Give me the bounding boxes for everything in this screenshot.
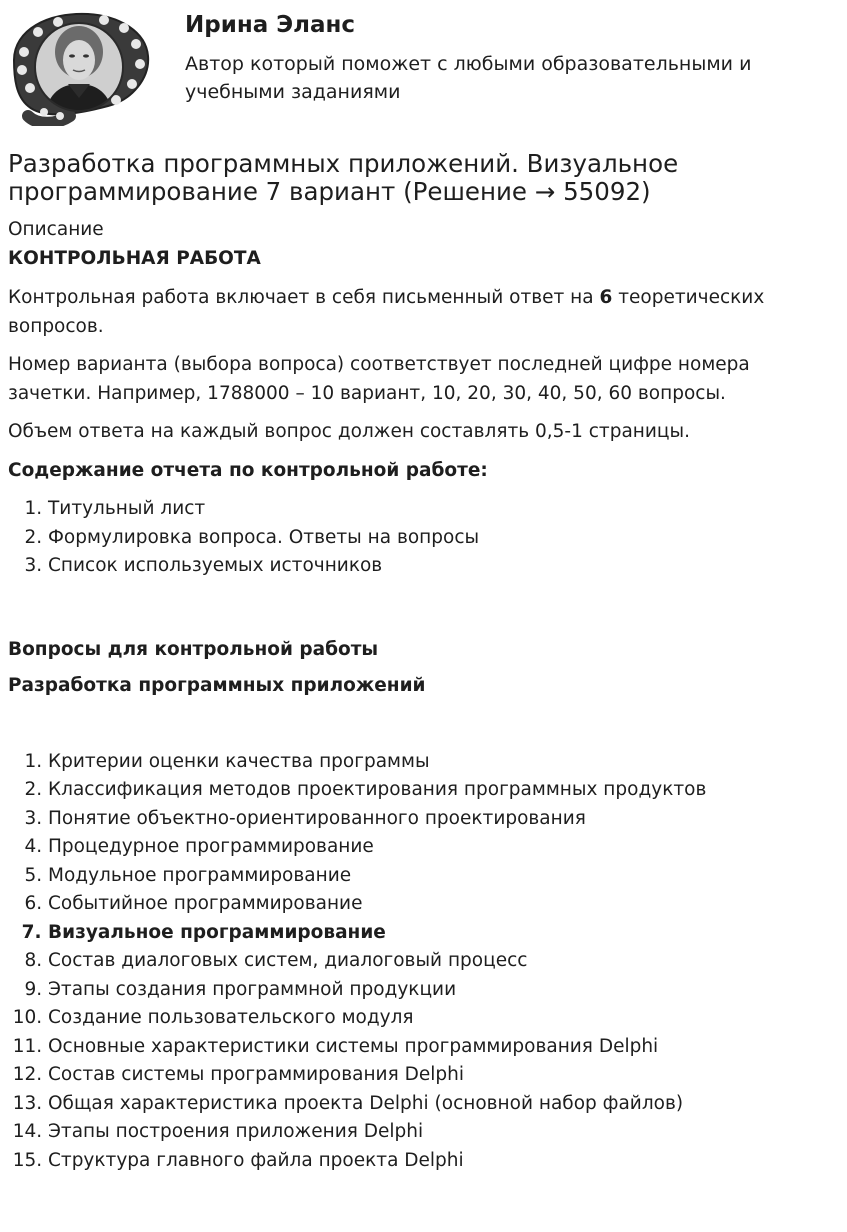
question-item: 3. Понятие объектно-ориентированного проектирования bbox=[48, 805, 828, 834]
contents-heading: Содержание отчета по контрольной работе: bbox=[8, 459, 488, 481]
question-item: 1. Критерии оценки качества программы bbox=[48, 748, 828, 777]
question-item: 4. Процедурное программирование bbox=[48, 833, 828, 862]
question-item: 11. Основные характеристики системы программирования Delphi bbox=[48, 1033, 828, 1062]
question-item: 12. Состав системы программирования Delphi bbox=[48, 1061, 828, 1090]
questions-list bbox=[8, 748, 828, 1176]
list-item: 2. Формулировка вопроса. Ответы на вопросы bbox=[48, 524, 828, 553]
question-item: 5. Модульное программирование bbox=[48, 862, 828, 891]
subject-heading: Разработка программных приложений bbox=[8, 675, 426, 696]
document-content bbox=[8, 216, 828, 1175]
question-item: 10. Создание пользовательского модуля bbox=[48, 1004, 828, 1033]
list-item: 3. Список используемых источников bbox=[48, 552, 828, 581]
question-item-selected: 7. Визуальное программирование bbox=[48, 919, 828, 948]
question-item: 9. Этапы создания программной продукции bbox=[48, 976, 828, 1005]
contents-list bbox=[8, 495, 828, 581]
document-title: Разработка программных приложений. Визуальное программирование 7 вариант (Решение → 55092) bbox=[8, 149, 679, 206]
paragraph-text: Контрольная работа включает в себя письменный ответ на bbox=[8, 287, 600, 308]
question-item: 6. Событийное программирование bbox=[48, 890, 828, 919]
paragraph-text: теоретических вопросов. bbox=[8, 287, 765, 337]
paragraph-question-count bbox=[8, 284, 828, 341]
author-description: Автор который поможет с любыми образовательными и учебными заданиями bbox=[185, 53, 752, 103]
question-item: 15. Структура главного файла проекта Delphi bbox=[48, 1147, 828, 1176]
author-name[interactable]: Ирина Эланс bbox=[185, 12, 356, 38]
paragraph-volume: Объем ответа на каждый вопрос должен составлять 0,5-1 страницы. bbox=[8, 421, 690, 442]
question-item: 14. Этапы построения приложения Delphi bbox=[48, 1118, 828, 1147]
description-label: Описание bbox=[8, 219, 104, 240]
question-item: 2. Классификация методов проектирования программных продуктов bbox=[48, 776, 828, 805]
question-item: 8. Состав диалоговых систем, диалоговый процесс bbox=[48, 947, 828, 976]
film-reel-portrait-icon[interactable] bbox=[8, 8, 152, 126]
question-count: 6 bbox=[599, 287, 613, 308]
paragraph-variant: Номер варианта (выбора вопроса) соответствует последней цифре номера зачетки. Например, 1788000 – 10 вариант, 10, 20, 30, 40, 50, 60 вопросы. bbox=[8, 354, 750, 404]
author-block bbox=[8, 8, 838, 126]
list-item: 1. Титульный лист bbox=[48, 495, 828, 524]
questions-heading: Вопросы для контрольной работы bbox=[8, 638, 379, 660]
work-heading: КОНТРОЛЬНАЯ РАБОТА bbox=[8, 247, 261, 269]
question-item: 13. Общая характеристика проекта Delphi (основной набор файлов) bbox=[48, 1090, 828, 1119]
